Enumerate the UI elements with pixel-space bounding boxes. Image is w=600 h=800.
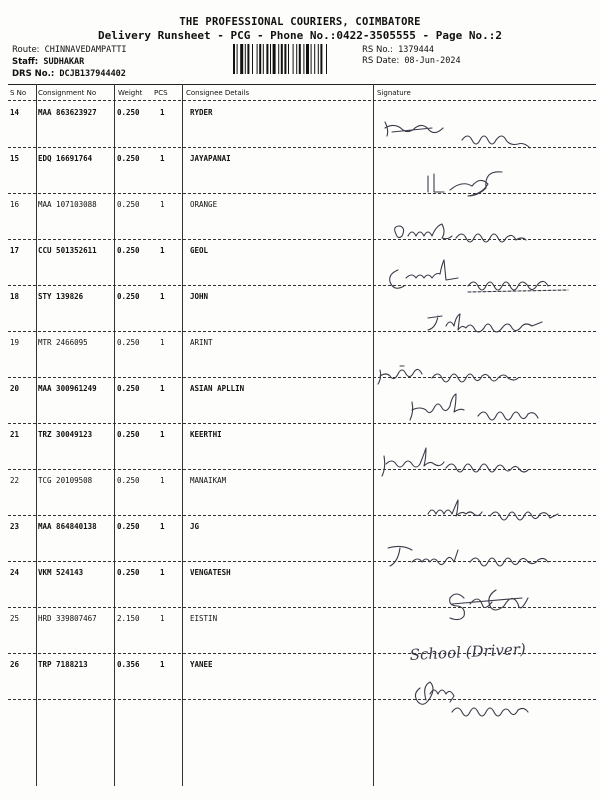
row-sno: 26: [10, 660, 20, 669]
row-sno: 22: [10, 476, 20, 485]
row-weight: 0.250: [117, 338, 140, 347]
route-label: Route:: [12, 45, 40, 55]
row-consignment-no: HRD 339807467: [38, 614, 97, 623]
row-divider: [8, 561, 596, 562]
row-consignee: ORANGE: [190, 200, 218, 209]
staff-value: SUDHAKAR: [43, 57, 85, 67]
barcode-bar: [299, 44, 301, 74]
row-consignment-no: TCG 20109508: [38, 476, 93, 485]
row-sno: 20: [10, 384, 20, 393]
barcode-bar: [320, 44, 322, 74]
barcode-bar: [259, 44, 261, 74]
row-sno: 25: [10, 614, 20, 623]
row-pcs: 1: [160, 660, 165, 669]
row-sno: 23: [10, 522, 20, 531]
row-consignment-no: MAA 300961249: [38, 384, 97, 393]
row-weight: 0.250: [117, 292, 140, 301]
staff-label: Staff:: [12, 57, 39, 67]
route-line: [12, 44, 127, 56]
row-consignment-no: MTR 2466095: [38, 338, 88, 347]
signature-row-23: [388, 546, 548, 566]
drs-line: [12, 68, 126, 80]
barcode-bar: [266, 44, 268, 74]
col-divider-3: [182, 84, 183, 786]
row-pcs: 1: [160, 338, 165, 347]
row-pcs: 1: [160, 154, 165, 163]
row-divider: [8, 515, 596, 516]
row-consignee: JOHN: [190, 292, 209, 301]
barcode-bar: [314, 44, 315, 74]
row-consignee: JAYAPANAI: [190, 154, 231, 163]
row-consignee: EISTIN: [190, 614, 218, 623]
row-sno: 24: [10, 568, 20, 577]
row-consignee: VENGATESH: [190, 568, 231, 577]
barcode-bar: [257, 44, 258, 74]
barcode-bar: [296, 44, 297, 74]
row-divider: [8, 239, 596, 240]
table-top-rule: [8, 84, 596, 85]
row-divider: [8, 285, 596, 286]
barcode-bar: [273, 44, 276, 74]
signature-row-14: [385, 122, 530, 148]
row-sno: 17: [10, 246, 20, 255]
barcode-bar: [326, 44, 327, 74]
row-weight: 0.250: [117, 522, 140, 531]
col-header-consignment: Consignment No: [38, 89, 97, 97]
row-consignee: KEERTHI: [190, 430, 222, 439]
signature-text-school: School (Driver): [409, 639, 527, 664]
row-weight: 0.250: [117, 476, 140, 485]
row-weight: 2.150: [117, 614, 140, 623]
barcode-bar: [278, 44, 279, 74]
signature-row-21: [382, 448, 528, 476]
row-pcs: 1: [160, 568, 165, 577]
row-weight: 0.250: [117, 246, 140, 255]
row-pcs: 1: [160, 246, 165, 255]
row-consignment-no: TRP 7188213: [38, 660, 88, 669]
row-divider: [8, 423, 596, 424]
row-sno: 14: [10, 108, 20, 117]
drs-value: DCJB137944402: [59, 69, 126, 79]
row-weight: 0.250: [117, 200, 140, 209]
route-value: CHINNAVEDAMPATTI: [44, 45, 127, 55]
row-weight: 0.250: [117, 384, 140, 393]
barcode-image: [232, 44, 356, 74]
row-divider: [8, 699, 596, 700]
row-consignment-no: TRZ 30049123: [38, 430, 93, 439]
row-consignment-no: VKM 524143: [38, 568, 84, 577]
row-pcs: 1: [160, 292, 165, 301]
row-pcs: 1: [160, 384, 165, 393]
barcode-bar: [270, 44, 271, 74]
col-header-sno: S No: [10, 89, 27, 97]
col-divider-2: [114, 84, 115, 786]
barcode-bar: [247, 44, 249, 74]
row-divider: [8, 331, 596, 332]
signature-row-20: [410, 394, 538, 420]
row-consignment-no: MAA 107103088: [38, 200, 97, 209]
row-sno: 16: [10, 200, 20, 209]
row-divider: [8, 377, 596, 378]
barcode-bar: [233, 44, 235, 74]
row-sno: 18: [10, 292, 20, 301]
barcode-bar: [303, 44, 304, 74]
col-header-weight: Weight: [118, 89, 143, 97]
row-pcs: 1: [160, 200, 165, 209]
row-weight: 0.250: [117, 154, 140, 163]
signature-row-18: [428, 314, 542, 332]
row-weight: 0.250: [117, 108, 140, 117]
barcode-bar: [284, 44, 286, 74]
row-divider: [8, 469, 596, 470]
barcode-bar: [237, 44, 238, 74]
barcode-bar: [263, 44, 264, 74]
row-weight: 0.250: [117, 430, 140, 439]
barcode-bar: [288, 44, 289, 74]
row-sno: 21: [10, 430, 20, 439]
row-consignment-no: STY 139826: [38, 292, 84, 301]
row-consignee: ARINT: [190, 338, 213, 347]
row-consignment-no: EDQ 16691764: [38, 154, 93, 163]
rs-date-value: 08-Jun-2024: [404, 56, 461, 66]
barcode-bar: [318, 44, 319, 74]
barcode-bar: [281, 44, 283, 74]
col-header-pcs: PCS: [154, 89, 168, 97]
row-sno: 15: [10, 154, 20, 163]
row-consignee: JG: [190, 522, 200, 531]
rs-no-value: 1379444: [398, 45, 434, 55]
row-weight: 0.356: [117, 660, 140, 669]
barcode-bar: [311, 44, 312, 74]
signature-row-19: [378, 366, 518, 384]
row-sno: 19: [10, 338, 20, 347]
row-consignment-no: MAA 863623927: [38, 108, 97, 117]
row-consignee: MANAIKAM: [190, 476, 227, 485]
row-pcs: 1: [160, 476, 165, 485]
row-consignment-no: CCU 501352611: [38, 246, 97, 255]
barcode-bar: [306, 44, 309, 74]
row-divider: [8, 607, 596, 608]
col-header-consignee: Consignee Details: [186, 89, 250, 97]
barcode-bar: [245, 44, 246, 74]
rs-date-label: RS Date:: [362, 56, 400, 66]
barcode-bar: [293, 44, 294, 74]
signature-row-17: [390, 260, 568, 292]
row-consignee: YANEE: [190, 660, 213, 669]
row-divider: [8, 193, 596, 194]
row-consignee: GEOL: [190, 246, 209, 255]
col-divider-1: [36, 84, 37, 786]
row-consignee: RYDER: [190, 108, 213, 117]
company-title: THE PROFESSIONAL COURIERS, COIMBATORE: [179, 16, 421, 28]
drs-label: DRS No.:: [12, 69, 55, 79]
signature-row-22: [428, 500, 558, 520]
barcode-bar: [240, 44, 243, 74]
row-pcs: 1: [160, 614, 165, 623]
staff-line: [12, 56, 84, 68]
row-consignment-no: MAA 864840138: [38, 522, 97, 531]
row-pcs: 1: [160, 522, 165, 531]
row-pcs: 1: [160, 108, 165, 117]
rs-no-label: RS No.:: [362, 45, 393, 55]
runsheet-subtitle: Delivery Runsheet - PCG - Phone No.:0422-3505555 - Page No.:2: [98, 29, 502, 42]
col-header-signature: Signature: [377, 89, 411, 97]
row-pcs: 1: [160, 430, 165, 439]
col-divider-4: [373, 84, 374, 786]
header-bottom-rule: [8, 100, 596, 101]
row-weight: 0.250: [117, 568, 140, 577]
rs-date-line: [362, 55, 461, 67]
signature-row-24: [450, 590, 528, 620]
barcode-bar: [252, 44, 253, 74]
row-divider: [8, 653, 596, 654]
signature-row-25: [409, 640, 526, 664]
row-divider: [8, 147, 596, 148]
row-consignee: ASIAN APLLIN: [190, 384, 245, 393]
